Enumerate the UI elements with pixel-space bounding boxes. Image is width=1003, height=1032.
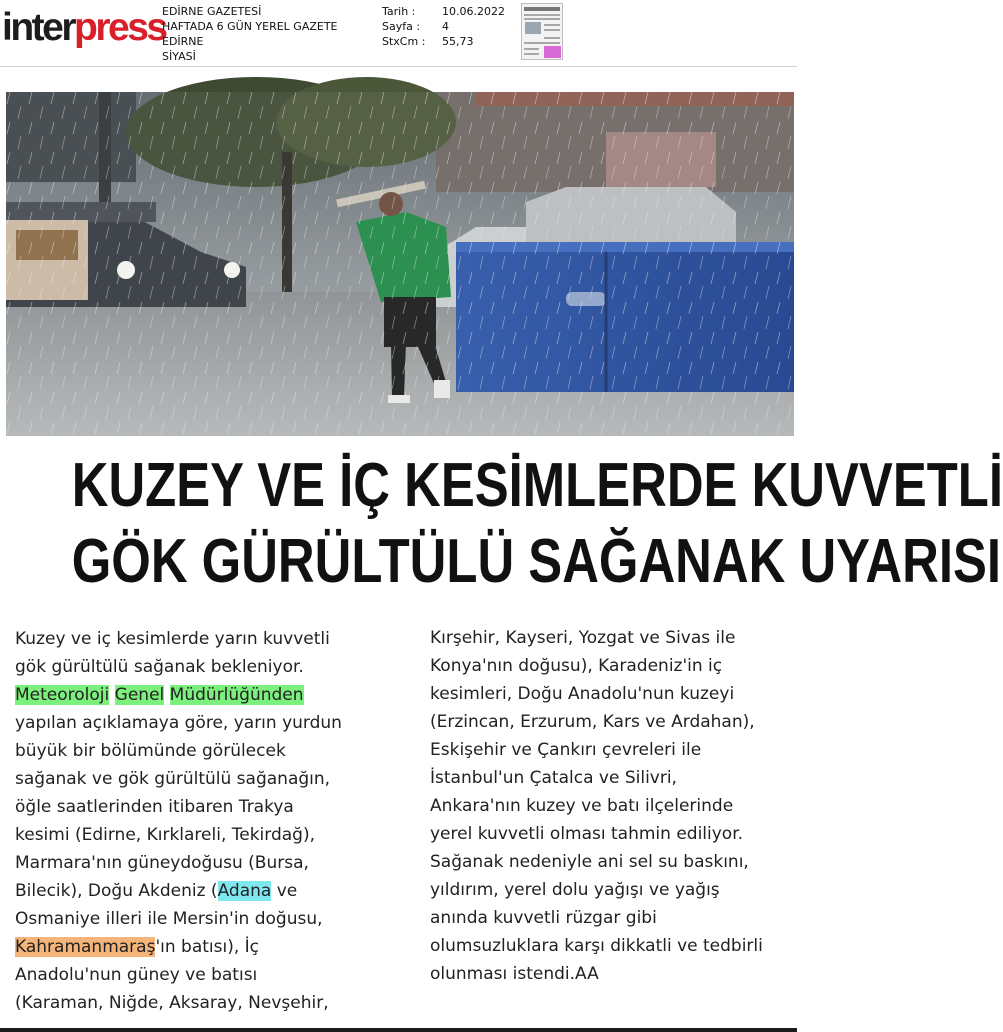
text-line: Kuzey ve iç kesimlerde yarın kuvvetli: [15, 629, 330, 649]
headline: [0, 448, 1003, 600]
text-segment: 'ın batısı), İç: [155, 937, 260, 957]
headline-line-1: KUZEY VE İÇ KESİMLERDE KUVVETLİ: [71, 451, 1003, 520]
text-line: [15, 877, 405, 905]
text-line: öğle saatlerinden itibaren Trakya: [15, 797, 294, 817]
text-line: kesimleri, Doğu Anadolu'nun kuzeyi: [430, 684, 735, 704]
stat-value: 4: [442, 20, 449, 33]
text-line: Osmaniye illeri ile Mersin'in doğusu,: [15, 909, 323, 929]
text-line: Sağanak nedeniyle ani sel su baskını,: [430, 852, 749, 872]
highlight-genel: Genel: [114, 685, 165, 705]
text-line: yapılan açıklamaya göre, yarın yurdun: [15, 713, 342, 733]
article-column-2: [430, 624, 790, 988]
text-line: Marmara'nın güneydoğusu (Bursa,: [15, 853, 309, 873]
text-segment: ve: [271, 881, 298, 901]
interpress-logo: [2, 6, 166, 50]
logo-part-inter: inter: [2, 6, 75, 49]
text-segment: Bilecik), Doğu Akdeniz (: [15, 881, 218, 901]
text-line: anında kuvvetli rüzgar gibi: [430, 908, 657, 928]
stat-page: [382, 19, 505, 34]
stat-value: 55,73: [442, 35, 474, 48]
headline-line-2: GÖK GÜRÜLTÜLÜ SAĞANAK UYARISI: [71, 527, 1002, 596]
text-line: yıldırım, yerel dolu yağışı ve yağış: [430, 880, 720, 900]
text-line: gök gürültülü sağanak bekleniyor.: [15, 657, 304, 677]
text-line: Kırşehir, Kayseri, Yozgat ve Sivas ile: [430, 628, 736, 648]
text-line: olunması istendi.AA: [430, 964, 599, 984]
text-line: büyük bir bölümünde görülecek: [15, 741, 286, 761]
publication-name: EDİRNE GAZETESİ: [162, 5, 262, 18]
text-line: olumsuzluklara karşı dikkatli ve tedbirli: [430, 936, 763, 956]
text-line: Konya'nın doğusu), Karadeniz'in iç: [430, 656, 723, 676]
text-line: kesimi (Edirne, Kırklareli, Tekirdağ),: [15, 825, 316, 845]
publication-category: SİYASİ: [162, 50, 196, 63]
stat-label: Tarih :: [382, 5, 416, 18]
text-line: [15, 681, 405, 709]
logo-part-press: press: [74, 6, 166, 49]
publication-info: [162, 4, 338, 64]
text-line: (Erzincan, Erzurum, Kars ve Ardahan),: [430, 712, 755, 732]
clipping-stats: [382, 4, 505, 49]
article-column-1: [15, 625, 405, 1017]
text-line: Ankara'nın kuzey ve batı ilçelerinde: [430, 796, 734, 816]
stat-label: StxCm :: [382, 35, 426, 48]
text-line: (Karaman, Niğde, Aksaray, Nevşehir,: [15, 993, 329, 1013]
publication-frequency: HAFTADA 6 GÜN YEREL GAZETE: [162, 20, 338, 33]
highlight-adana: Adana: [217, 881, 272, 901]
bottom-border: [0, 1028, 797, 1032]
highlight-meteoroloji: Meteoroloji: [15, 685, 110, 705]
stat-date: [382, 4, 505, 19]
publication-city: EDİRNE: [162, 35, 204, 48]
text-line: Anadolu'nun güney ve batısı: [15, 965, 258, 985]
header-divider: [0, 66, 797, 67]
article-photo: [6, 92, 794, 436]
text-line: sağanak ve gök gürültülü sağanağın,: [15, 769, 331, 789]
stat-value: 10.06.2022: [442, 5, 505, 18]
text-line: [15, 933, 405, 961]
text-line: Eskişehir ve Çankırı çevreleri ile: [430, 740, 702, 760]
text-line: yerel kuvvetli olması tahmin ediliyor.: [430, 824, 744, 844]
stat-label: Sayfa :: [382, 20, 421, 33]
highlight-mudurlugunden: Müdürlüğünden: [169, 685, 304, 705]
page-thumbnail[interactable]: [521, 3, 563, 60]
highlight-kahramanmaras: Kahramanmaraş: [15, 937, 156, 957]
text-line: İstanbul'un Çatalca ve Silivri,: [430, 768, 677, 788]
stat-area: [382, 34, 505, 49]
